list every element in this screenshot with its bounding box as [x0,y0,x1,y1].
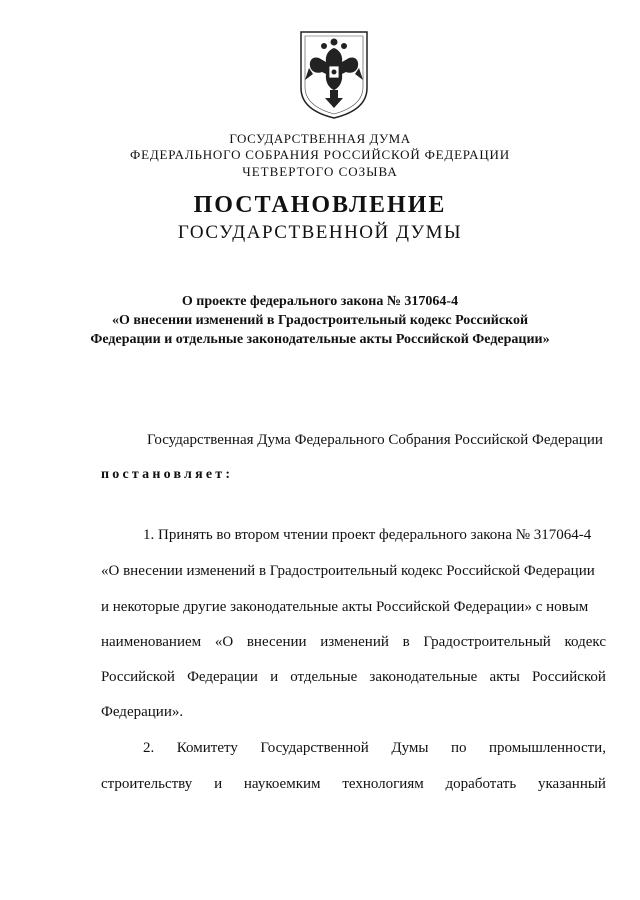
item-1-line: и некоторые другие законодательные акты Российской Федерации» с новым [101,599,589,615]
word: в [402,634,410,650]
word: промышленности, [489,740,606,756]
word: доработать [445,776,517,792]
subject-line: Федерации и отдельные законодательные акты Российской Федерации» [90,332,550,347]
word: акты [489,669,520,685]
word: Думы [391,740,429,756]
org-line-assembly: ФЕДЕРАЛЬНОГО СОБРАНИЯ РОССИЙСКОЙ ФЕДЕРАЦИИ [130,147,510,162]
document-issuer: ГОСУДАРСТВЕННОЙ ДУМЫ [177,222,463,243]
item-1-line: 1. Принять во втором чтении проект федерального закона № 317064-4 [143,527,592,543]
resolves-word: постановляет: [101,467,234,482]
subject-line: «О внесении изменений в Градостроительный кодекс Российской [111,313,529,328]
word: строительству [101,776,193,792]
russian-coat-of-arms-icon [295,28,373,120]
word: законодательные [369,669,478,685]
word: наименованием [101,634,202,650]
word: Российской [532,669,606,685]
word: кодекс [564,634,606,650]
word: технологиям [342,776,424,792]
word: Российской [101,669,175,685]
word: наукоемким [243,776,321,792]
word: 2. [143,740,155,756]
word: указанный [537,776,606,792]
word: Комитету [176,740,238,756]
word: и [214,776,223,792]
item-1-line-justified [101,632,606,652]
word: отдельные [290,669,358,685]
document-subject [80,292,560,349]
subject-line: О проекте федерального закона № 317064-4 [181,294,459,309]
word: Федерации [187,669,258,685]
document-type-title: ПОСТАНОВЛЕНИЕ [193,192,447,218]
word: и [270,669,279,685]
item-1-line: Федерации». [101,704,184,720]
word: изменений [320,634,389,650]
item-2-line-justified [101,774,606,794]
org-line-convocation: ЧЕТВЕРТОГО СОЗЫВА [242,164,398,179]
word: «О [214,634,234,650]
item-2-line-justified [143,738,606,758]
item-1-line-justified [101,667,606,687]
word: внесении [246,634,307,650]
word: Градостроительный [423,634,551,650]
word: Государственной [260,740,369,756]
item-1-line: «О внесении изменений в Градостроительный кодекс Российской Федерации [101,563,595,579]
preamble: Государственная Дума Федерального Собрания Российской Федерации [147,432,603,448]
org-line-duma: ГОСУДАРСТВЕННАЯ ДУМА [229,131,411,146]
word: по [450,740,467,756]
